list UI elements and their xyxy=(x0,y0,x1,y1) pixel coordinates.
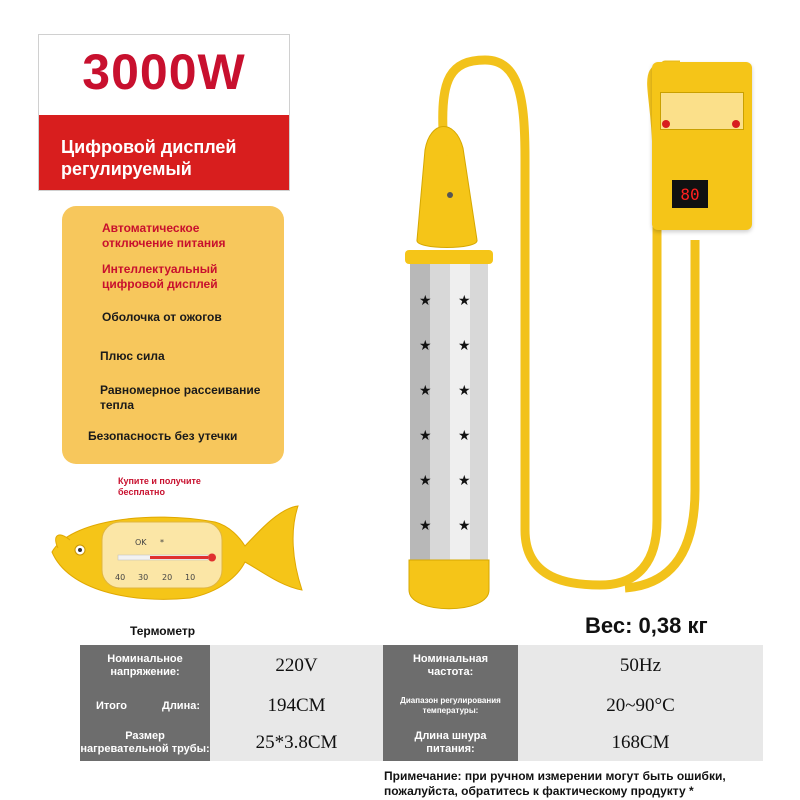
weight-label: Вес: 0,38 кг xyxy=(585,613,708,638)
svg-text:OK: OK xyxy=(135,538,147,547)
spec-value-cord-length: 168CM xyxy=(518,725,763,761)
spec-value-length: 194CM xyxy=(210,687,383,725)
feature-line: тепла xyxy=(100,398,135,412)
svg-text:★: ★ xyxy=(458,293,471,309)
power-badge xyxy=(38,34,290,191)
spec-label-line: Длина шнура xyxy=(414,730,487,742)
thermometer-label: Термометр xyxy=(130,624,196,638)
svg-text:40: 40 xyxy=(115,573,126,582)
spec-label-line: Номинальная xyxy=(412,653,489,665)
feature-line: Плюс сила xyxy=(100,349,165,363)
controller-button-right xyxy=(732,120,740,128)
spec-label-temp-range xyxy=(383,687,518,725)
feature-line: Автоматическое xyxy=(102,221,200,235)
svg-text:20: 20 xyxy=(162,573,173,582)
spec-label-length xyxy=(80,687,210,725)
svg-text:*: * xyxy=(160,538,164,547)
spec-label-frequency xyxy=(383,645,518,687)
feature-heat-dissipation xyxy=(100,383,260,413)
feature-burn-shell xyxy=(102,310,222,325)
spec-value-voltage: 220V xyxy=(210,645,383,687)
feature-digital-display xyxy=(102,262,218,292)
svg-text:★: ★ xyxy=(458,428,471,444)
promo-line-1: Купите и получите xyxy=(118,476,201,486)
promo-text xyxy=(118,476,201,498)
promo-line-2: бесплатно xyxy=(118,487,165,497)
spec-label-line: температуры: xyxy=(422,706,479,715)
spec-label-line: частота: xyxy=(427,666,474,678)
svg-text:10: 10 xyxy=(185,573,196,582)
spec-value-frequency: 50Hz xyxy=(518,645,763,687)
badge-ribbon xyxy=(39,115,289,190)
heater-element-image xyxy=(395,100,505,620)
badge-line-2: регулируемый xyxy=(61,159,192,179)
svg-text:★: ★ xyxy=(419,518,432,534)
svg-text:★: ★ xyxy=(458,518,471,534)
feature-line: Интеллектуальный xyxy=(102,262,218,276)
temperature-display: 80 xyxy=(672,180,708,208)
spec-value-tube-size: 25*3.8CM xyxy=(210,725,383,761)
feature-line: Безопасность без утечки xyxy=(88,429,238,443)
svg-text:★: ★ xyxy=(419,473,432,489)
spec-label-line: напряжение: xyxy=(110,666,180,678)
spec-value-temp-range: 20~90°C xyxy=(518,687,763,725)
feature-line: цифровой дисплей xyxy=(102,277,218,291)
svg-text:★: ★ xyxy=(419,383,432,399)
spec-label-line: Размер xyxy=(125,730,165,742)
svg-text:★: ★ xyxy=(419,338,432,354)
feature-power-plus xyxy=(100,349,165,364)
svg-text:★: ★ xyxy=(458,473,471,489)
svg-text:★: ★ xyxy=(419,428,432,444)
feature-no-leak xyxy=(88,429,237,444)
spec-label-tube-size xyxy=(80,725,210,761)
spec-label-line: нагревательной трубы: xyxy=(80,743,210,755)
power-rating: 3000W xyxy=(82,44,246,100)
spec-label-line: Диапазон регулирования xyxy=(400,696,501,705)
svg-text:★: ★ xyxy=(458,338,471,354)
spec-label-voltage xyxy=(80,645,210,687)
feature-line: Оболочка от ожогов xyxy=(102,310,222,324)
spec-label-cord-length xyxy=(383,725,518,761)
feature-auto-off xyxy=(102,221,226,251)
feature-line: Равномерное рассеивание xyxy=(100,383,261,397)
disclaimer-note xyxy=(384,769,726,799)
spec-label-line: питания: xyxy=(426,743,475,755)
svg-text:30: 30 xyxy=(138,573,149,582)
spec-label-part: Длина: xyxy=(161,699,200,712)
badge-line-1: Цифровой дисплей xyxy=(61,137,237,157)
fish-thermometer-image xyxy=(40,500,310,610)
svg-text:★: ★ xyxy=(458,383,471,399)
svg-text:★: ★ xyxy=(419,293,432,309)
note-line-2: пожалуйста, обратитесь к фактическому продукту * xyxy=(384,784,694,798)
controller-button-left xyxy=(662,120,670,128)
feature-line: отключение питания xyxy=(102,236,226,250)
spec-label-line: Номинальное xyxy=(107,653,183,665)
spec-label-part: Итого xyxy=(96,699,128,712)
controller-box xyxy=(652,62,752,230)
note-line-1: Примечание: при ручном измерении могут быть ошибки, xyxy=(384,769,726,783)
